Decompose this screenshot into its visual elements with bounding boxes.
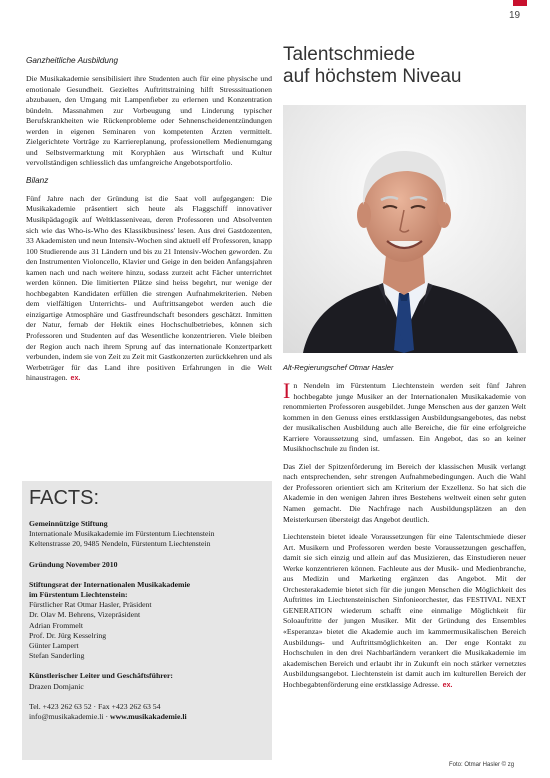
paragraph-bilanz-text: Fünf Jahre nach der Gründung ist die Saat voll aufgegangen: Die Musikakademie präsentiert sich heute als Flaggschiff innovativer Musikpädagogik auf Weltklasseniveau, deren Professoren und Absolventen sich wie das Who-is-Who des Klassikbusiness' lesen. Aus drei Gastdozenten, 33 Akademisten und neun Intensiv-Wochen sind aktuell elf Professoren, knapp 100 Studierende aus 31 Ländern und bis zu 21 Intensiv-Wochen geworden. Zu den Instrumenten Violoncello, Klavier und Geige in den beiden Anfangsjahren kamen nach und nach weitere hinzu, sodass zurzeit acht Fächer unterrichtet werden können. Die limitierten Plätze sind heiss begehrt, nur wenige der hochbegabten Kandidaten erfüllen die strengen Aufnahmekriterien. Neben dem vielfältigen Unterrichts- und Auftrittsangebot werden auch die einzigartige Atmosphäre und Gastfreundschaft besonders geschätzt. Inmitten der Natur, fernab der Hektik eines Hochschulbetriebes, können sich Professoren und Studenten auf das Wesentliche konzentrieren. Viele bleiben der Region auch nach ihrem Sprung auf das internationale Konzertparkett verbunden, indem sie von Zeit zu Zeit mit Gastkonzerten zurückkehren und als Werbeträger für das Land ihre positiven Erfahrungen in die Welt hinaustragen. <box>26 193 272 383</box>
page-number: 19 <box>509 10 521 21</box>
article-title <box>283 44 533 88</box>
paragraph-ausbildung: Die Musikakademie sensibilisiert ihre Studenten auch für eine physische und emotionale Gesundheit. Gezieltes Auftrittstraining hilft Stresssituationen abzubauen, den Umgang mit Lampenfieber zu erlernen und Konzentration bündeln. Massnahmen zur Vorbeugung und Linderung typischer Berufskrankheiten wie Rückenprobleme oder Sehnenscheidenentzündungen werden in eigenen Seminaren von kompetenten Ärzten vermittelt. Zielgerichtete Vorträge zu Karriereplanung, professionellem Medienumgang und Selbstvermarktung mit Koryphäen aus Wirtschaft und Kultur vervollständigen schliesslich das umfangreiche Angebotsportfolio. <box>26 74 272 168</box>
facts-box <box>22 481 272 760</box>
photo-caption: Alt-Regierungschef Otmar Hasler <box>283 363 394 372</box>
drop-cap: I <box>283 378 291 403</box>
paragraph-liechtenstein-text: Liechtenstein bietet ideale Voraussetzungen für eine Talentschmiede dieser Art. Musikern und Professoren werden beste Voraussetzungen geschaffen, damit sie sich einzig und allein auf das Musizieren, das Einstudieren neuer Werke konzentrieren können. Fachleute aus der Musik- und Medienbranche, aus Medizin und Marketing ergänzen das Angebot. Mit der Orchesterakademie bietet sich für die jungen Menschen die Möglichkeit des Auftrittes im Liechtensteinischen Sinfonieorchester, das FESTIVAL NEXT GENERATION wiederum schafft eine einmalige Möglichkeit für Soloauftritte der jungen Musiker. Mit der Gründung des Ensembles «Esperanza» bietet die Akademie auch im kammermusikalischen Bereich Ausbildungs- und Auftrittsmöglichkeiten an. Der enge Kontakt zu Hochschulen in den drei Nachbarländern verankert die Musikakademie im akademischen Bereich und erlaubt ihr in Zukunft ein noch stärker vernetztes Ausbildungsangebot. Liechtenstein ist damit auch im kulturellen Bereich der Hochbegabtenförderung eine erstklassige Adresse. <box>283 532 526 689</box>
paragraph-bilanz <box>26 194 272 384</box>
contact-phone: Tel. +423 262 63 52 · Fax +423 262 63 54 <box>29 701 161 711</box>
title-line-2: auf höchstem Niveau <box>283 66 462 87</box>
intro-paragraph <box>283 378 526 455</box>
paragraph-ziel: Das Ziel der Spitzenförderung im Bereich der klassischen Musik verlangt nach entsprechenden, sehr strengen Aufnahmebedingungen. Auch die Wahl der Professoren orientiert sich am Kriterium der Exzellenz. So hat sich die Akademie in den wenigen Jahren ihres Bestehens weltweit einen sehr guten Namen gemacht. Die Nachfrage nach Ausbildungsplätzen an den Meisterkursen übersteigt das Angebot deutlich. <box>283 461 526 524</box>
facts-heading: FACTS: <box>29 487 100 509</box>
director-title: Künstlerischer Leiter und Geschäftsführer: <box>29 671 174 681</box>
title-line-1: Talentschmiede <box>283 44 416 65</box>
facts-content <box>29 519 267 722</box>
accent-bar <box>513 0 527 6</box>
left-column <box>26 56 272 391</box>
council-title-2: im Fürstentum Liechtenstein: <box>29 590 128 600</box>
paragraph-liechtenstein <box>283 532 526 690</box>
council-member: Stefan Sanderling <box>29 651 85 661</box>
portrait-photo <box>283 105 526 353</box>
photo-credit: Foto: Otmar Hasler © zg <box>449 762 515 768</box>
right-column-body <box>283 378 526 697</box>
section-heading-ausbildung: Ganzheitliche Ausbildung <box>26 56 119 65</box>
intro-text: n Nendeln im Fürstentum Liechtenstein werden seit fünf Jahren hochbegabte junge Musiker an der Internationalen Musikakademie von renommierten Professoren ausgebildet. Junge Menschen aus der ganzen Welt kommen in den Genuss eines erstklassigen Ausbildungsangebotes, das nebst der musikalischen Ausbildung auch alle Bereiche, die für eine erfolgreiche Karriere Voraussetzung sind, umfassen. Ein Angebot, das so an keiner Musikhochschule zu finden ist. <box>283 381 526 454</box>
contact-online: info@musikakademie.li · www.musikakademie.li <box>29 712 187 722</box>
end-mark: ex. <box>442 681 453 689</box>
org-address: Keltenstrasse 20, 9485 Nendeln, Fürstentum Liechtenstein <box>29 539 211 549</box>
email-link[interactable]: info@musikakademie.li <box>29 712 104 722</box>
section-heading-bilanz: Bilanz <box>26 175 49 185</box>
portrait-illustration <box>283 105 526 353</box>
org-name: Internationale Musikakademie im Fürstentum Liechtenstein <box>29 529 215 539</box>
web-link[interactable]: www.musikakademie.li <box>109 712 187 722</box>
council-member: Prof. Dr. Jürg Kesselring <box>29 630 107 640</box>
council-title-1: Stiftungsrat der Internationalen Musikakademie <box>29 579 191 589</box>
org-title: Gemeinnützige Stiftung <box>29 519 108 528</box>
council-member: Dr. Olav M. Behrens, Vizepräsident <box>29 610 141 620</box>
founded: Gründung November 2010 <box>29 559 118 569</box>
council-member: Fürstlicher Rat Otmar Hasler, Präsident <box>29 600 152 610</box>
council-member: Adrian Frommelt <box>29 620 84 630</box>
end-mark: ex. <box>70 375 81 383</box>
director-name: Drazen Domjanic <box>29 681 84 691</box>
council-member: Günter Lampert <box>29 641 79 651</box>
